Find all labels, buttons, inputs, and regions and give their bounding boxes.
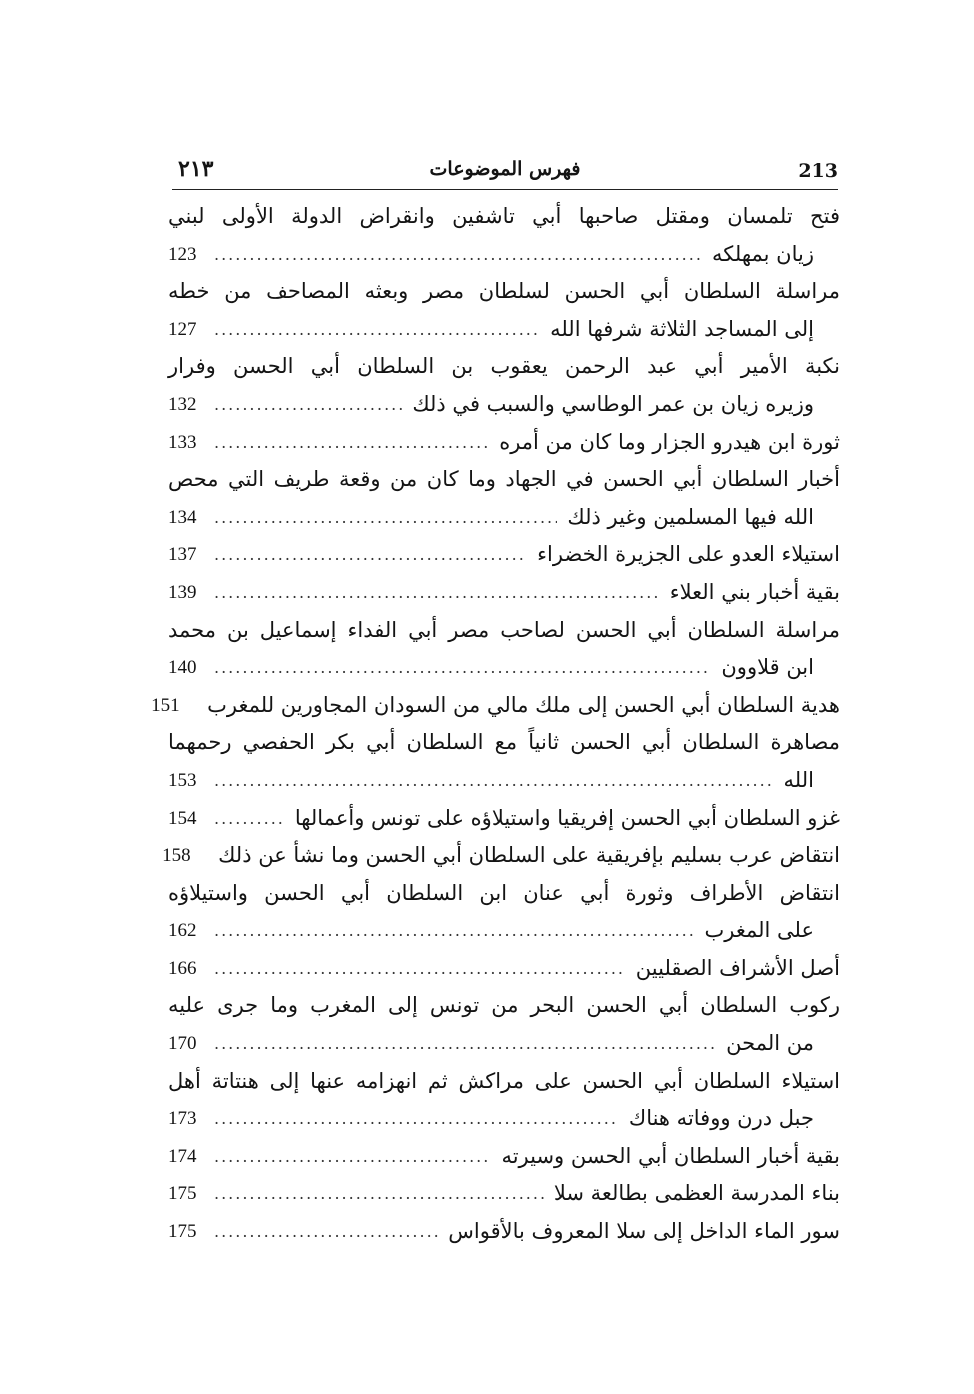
toc-entry-line <box>168 273 840 311</box>
toc-entry-title: استيلاء العدو على الجزيرة الخضراء <box>537 542 840 567</box>
toc-entry-line <box>168 649 840 687</box>
toc-page-number: 137 <box>168 544 197 566</box>
dot-leader <box>214 950 626 988</box>
toc-entry-line <box>168 612 840 650</box>
toc-entry <box>168 1213 840 1251</box>
toc-entry <box>151 687 840 725</box>
dot-leader <box>214 1100 619 1138</box>
toc-entry <box>168 461 840 536</box>
toc-page-number: 158 <box>162 845 191 867</box>
dot-leader <box>214 649 711 687</box>
toc-entry-line <box>168 574 840 612</box>
toc-entry-line <box>168 236 840 274</box>
toc-entry-line <box>168 950 840 988</box>
toc-entry-line <box>168 1138 840 1176</box>
toc-entry <box>168 424 840 462</box>
toc-entry-line <box>168 499 840 537</box>
dot-leader <box>214 1213 438 1251</box>
toc-page-number: 153 <box>168 769 197 791</box>
toc-entry-line <box>162 837 840 875</box>
page-header <box>172 152 838 190</box>
page-title: فهرس الموضوعات <box>429 158 581 180</box>
toc-entry-title: الله فيها المسلمين وغير ذلك <box>567 504 814 529</box>
toc-page-number: 151 <box>151 694 180 716</box>
toc-entry-title: انتقاض عرب بسليم بإفريقية على السلطان أبي الحسن وما نشأ عن ذلك <box>218 843 840 868</box>
toc-entry-line <box>168 724 840 762</box>
toc-entry <box>168 987 840 1062</box>
toc-page-number: 123 <box>168 243 197 265</box>
toc-entry-line <box>168 386 840 424</box>
dot-leader <box>214 499 557 537</box>
toc-entry-title: أخبار السلطان أبي الحسن في الجهاد وما كان من وقعة طريف التي محص <box>168 467 840 492</box>
toc-entry-line <box>168 912 840 950</box>
toc-entry-line <box>168 198 840 236</box>
dot-leader <box>214 574 660 612</box>
toc-entry-line <box>168 1100 840 1138</box>
toc-entry-line <box>168 536 840 574</box>
toc-page-number: 154 <box>168 807 197 829</box>
toc-entry-title: ابن قلاوون <box>721 655 814 680</box>
toc-entry <box>168 724 840 799</box>
toc-entry-title: ركوب السلطان أبي الحسن البحر من تونس إلى المغرب وما جرى عليه <box>168 993 840 1018</box>
toc-page-number: 170 <box>168 1033 197 1055</box>
toc-entry-title: من المحن <box>726 1031 814 1056</box>
toc-entry <box>168 1063 840 1138</box>
toc-entry-title: مصاهرة السلطان أبي الحسن ثانياً مع السلطان أبي بكر الحفصي رحمهما <box>168 730 840 755</box>
toc-page-number: 127 <box>168 318 197 340</box>
dot-leader <box>214 386 402 424</box>
toc-entry-title: بقية أخبار السلطان أبي الحسن وسيرته <box>501 1143 840 1168</box>
toc-entry-line <box>168 1063 840 1101</box>
toc-entry-title: ثورة ابن هيدرو الجزار وما كان من أمره <box>499 429 840 454</box>
toc-entry-line <box>168 762 840 800</box>
toc-entry <box>168 273 840 348</box>
table-of-contents <box>151 198 840 1251</box>
toc-entry-title: بناء المدرسة العظمى بطالعة سلا <box>553 1181 840 1206</box>
toc-entry-title: مراسلة السلطان أبي الحسن لسلطان مصر وبعثه المصاحف من خطه <box>168 279 840 304</box>
dot-leader <box>214 536 527 574</box>
toc-entry-title: مراسلة السلطان أبي الحسن لصاحب مصر أبي الفداء إسماعيل بن محمد <box>168 617 840 642</box>
dot-leader <box>214 311 540 349</box>
toc-entry-line <box>168 1025 840 1063</box>
toc-entry-line <box>168 424 840 462</box>
toc-entry-title: هدية السلطان أبي الحسن إلى ملك مالي من السودان المجاورين للمغرب <box>207 692 840 717</box>
toc-entry-line <box>168 800 840 838</box>
toc-page-number: 133 <box>168 431 197 453</box>
toc-entry-title: وزيره زيان بن عمر الوطاسي والسبب في ذلك <box>412 391 814 416</box>
toc-entry-line <box>168 875 840 913</box>
dot-leader <box>214 1175 544 1213</box>
toc-entry <box>162 837 840 875</box>
toc-entry <box>168 1138 840 1176</box>
toc-page-number: 140 <box>168 657 197 679</box>
toc-entry <box>168 800 840 838</box>
toc-entry <box>168 950 840 988</box>
toc-entry-title: الله <box>783 767 814 792</box>
toc-entry-line <box>168 987 840 1025</box>
toc-entry-line <box>168 348 840 386</box>
toc-entry <box>168 1175 840 1213</box>
page-number-arabic: ٢١٣ <box>178 156 214 182</box>
dot-leader <box>214 912 694 950</box>
toc-entry-line <box>168 1213 840 1251</box>
toc-entry-line <box>168 461 840 499</box>
toc-page-number: 134 <box>168 506 197 528</box>
toc-entry-line <box>168 311 840 349</box>
dot-leader <box>214 1025 716 1063</box>
dot-leader <box>214 1138 491 1176</box>
toc-page-number: 139 <box>168 581 197 603</box>
toc-page-number: 175 <box>168 1221 197 1243</box>
toc-entry-line <box>151 687 840 725</box>
toc-entry <box>168 348 840 423</box>
toc-entry <box>168 612 840 687</box>
toc-entry-title: زيان بمهلكه <box>712 241 814 266</box>
toc-page-number: 174 <box>168 1145 197 1167</box>
dot-leader <box>214 800 285 838</box>
toc-page-number: 166 <box>168 957 197 979</box>
page-number: 213 <box>798 160 838 182</box>
toc-entry-title: على المغرب <box>704 918 814 943</box>
toc-entry-title: انتقاض الأطراف وثورة أبي عنان ابن السلطان أبي الحسن واستيلاؤه <box>168 880 840 905</box>
toc-page-number: 162 <box>168 920 197 942</box>
header-divider <box>172 189 838 190</box>
toc-entry <box>168 198 840 273</box>
dot-leader <box>214 762 774 800</box>
toc-entry-title: نكبة الأمير أبي عبد الرحمن يعقوب بن السلطان أبي الحسن وفرار <box>168 354 840 379</box>
toc-page-number: 175 <box>168 1183 197 1205</box>
toc-entry-title: فتح تلمسان ومقتل صاحبها أبي تاشفين وانقراض الدولة الأولى لبني <box>168 204 840 228</box>
toc-entry-line <box>168 1175 840 1213</box>
toc-entry-title: استيلاء السلطان أبي الحسن على مراكش ثم انهزامه عنها إلى هنتاتة أهل <box>168 1068 840 1093</box>
toc-entry-title: جبل درن ووفاته هناك <box>628 1106 814 1131</box>
dot-leader <box>214 236 702 274</box>
toc-entry-title: سور الماء الداخل إلى سلا المعروف بالأقواس <box>448 1219 840 1244</box>
dot-leader <box>214 424 489 462</box>
toc-entry-title: بقية أخبار بني العلاء <box>669 579 840 604</box>
toc-entry <box>168 574 840 612</box>
toc-page-number: 132 <box>168 393 197 415</box>
toc-entry <box>168 875 840 950</box>
toc-entry-title: غزو السلطان أبي الحسن إفريقيا واستيلاؤه على تونس وأعمالها <box>294 805 840 830</box>
toc-page-number: 173 <box>168 1108 197 1130</box>
toc-entry-title: أصل الأشراف الصقليين <box>635 955 840 980</box>
toc-entry <box>168 536 840 574</box>
toc-entry-title: إلى المساجد الثلاثة شرفها الله <box>550 316 814 341</box>
